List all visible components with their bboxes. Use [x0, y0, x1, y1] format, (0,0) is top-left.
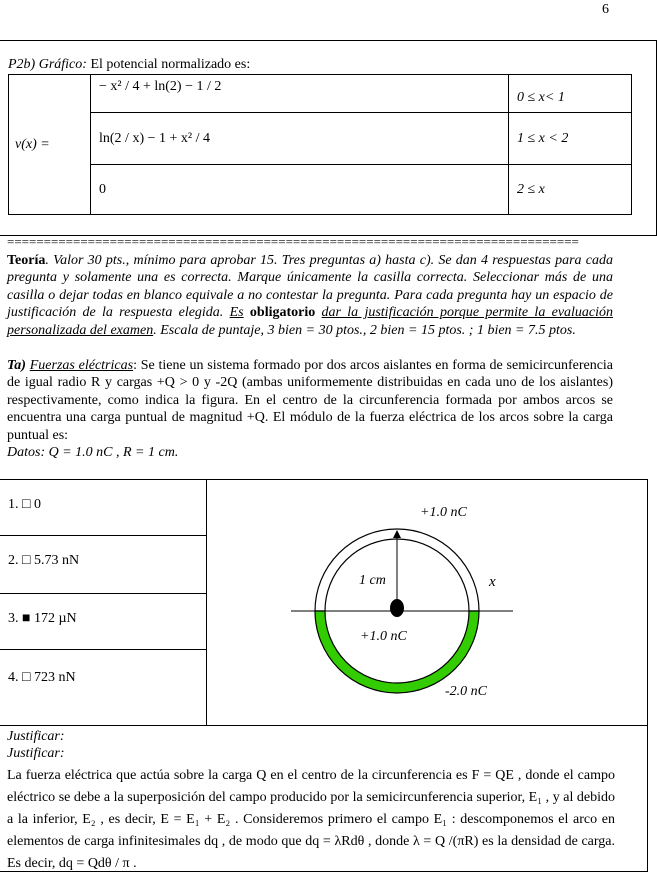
option-1[interactable]: 1. □ 0: [0, 480, 207, 536]
expr-2: ln(2 / x) − 1 + x² / 4: [91, 113, 509, 165]
p2b-title: P2b) Gráfico: El potencial normalizado es:: [8, 57, 251, 72]
range-1: 0 ≤ x< 1: [509, 75, 632, 113]
lower-arc: [315, 611, 479, 693]
bottom-charge-label: -2.0 nC: [445, 684, 487, 699]
center-charge: [390, 599, 404, 617]
figure: [207, 480, 648, 726]
option-3[interactable]: 3. ■ 172 µN: [0, 594, 207, 650]
option-4[interactable]: 4. □ 723 nN: [0, 650, 207, 726]
page-number: 6: [602, 2, 609, 17]
expr-3: 0: [91, 165, 509, 215]
range-2: 1 ≤ x < 2: [509, 113, 632, 165]
range-3: 2 ≤ x: [509, 165, 632, 215]
justify-label-1: Justificar:: [7, 729, 65, 744]
question-paragraph: Ta) Fuerzas eléctricas: Se tiene un sistema formado por dos arcos aislantes en forma de semicircunferencia de igual radio R y cargas +Q > 0 y -2Q (ambas uniformemente distribuidas en cada uno de los aislantes) respectivamente, como indica la figura. En el centro de la circunferencia formada por ambos arcos se encuentra una carga puntual de magnitud +Q. El módulo de la fuerza eléctrica de los arcos sobre la carga puntual es: Datos: Q = 1.0 nC , R = 1 cm.: [7, 358, 614, 461]
radius-label: 1 cm: [359, 573, 386, 588]
expr-1: − x² / 4 + ln(2) − 1 / 2: [91, 75, 509, 113]
p2b-box: [0, 40, 657, 236]
quiz-table: [0, 479, 648, 872]
solution-text: La fuerza eléctrica que actúa sobre la carga Q en el centro de la circunferencia es F = QE , donde el campo eléctrico se debe a la superposición del campo producido por la semicircunferencia superior, E₁ , y al debido a la inferior, E₂ , es decir, E = E₁ + E₂ . Consideremos primero el campo E₁ : descomponemos el arco en elementos de carga infinitesimales dq , de modo que dq = λRdθ , donde λ = Q /(πR) es la densidad de carga. Es decir, dq = Qdθ / π .: [7, 768, 615, 871]
top-charge-label: +1.0 nC: [420, 505, 467, 520]
option-2[interactable]: 2. □ 5.73 nN: [0, 536, 207, 594]
separator: ==============================================================================: [7, 236, 579, 248]
teoria-paragraph: Teoría. Valor 30 pts., mínimo para aprobar 15. Tres preguntas a) hasta c). Se dan 4 respuestas para cada pregunta y solamente una es correcta. Marque únicamente la casilla correcta. Seleccionar más de una casilla o dejar todas en blanco equivale a no contestar la pregunta. Para cada pregunta hay un espacio de justificación de la respuesta elegida. Es obligatorio dar la justificación porque permite la evaluación personalizada del examen. Escala de puntaje, 3 bien = 30 ptos., 2 bien = 15 ptos. ; 1 bien = 7.5 ptos.: [7, 253, 614, 338]
axis-label: x: [489, 574, 496, 590]
v-label: v(x) =: [9, 75, 91, 215]
charged-arcs-diagram: [207, 480, 648, 726]
potential-table: [8, 74, 632, 215]
center-charge-label: +1.0 nC: [360, 629, 407, 644]
justify-label-2: Justificar:: [7, 746, 65, 761]
